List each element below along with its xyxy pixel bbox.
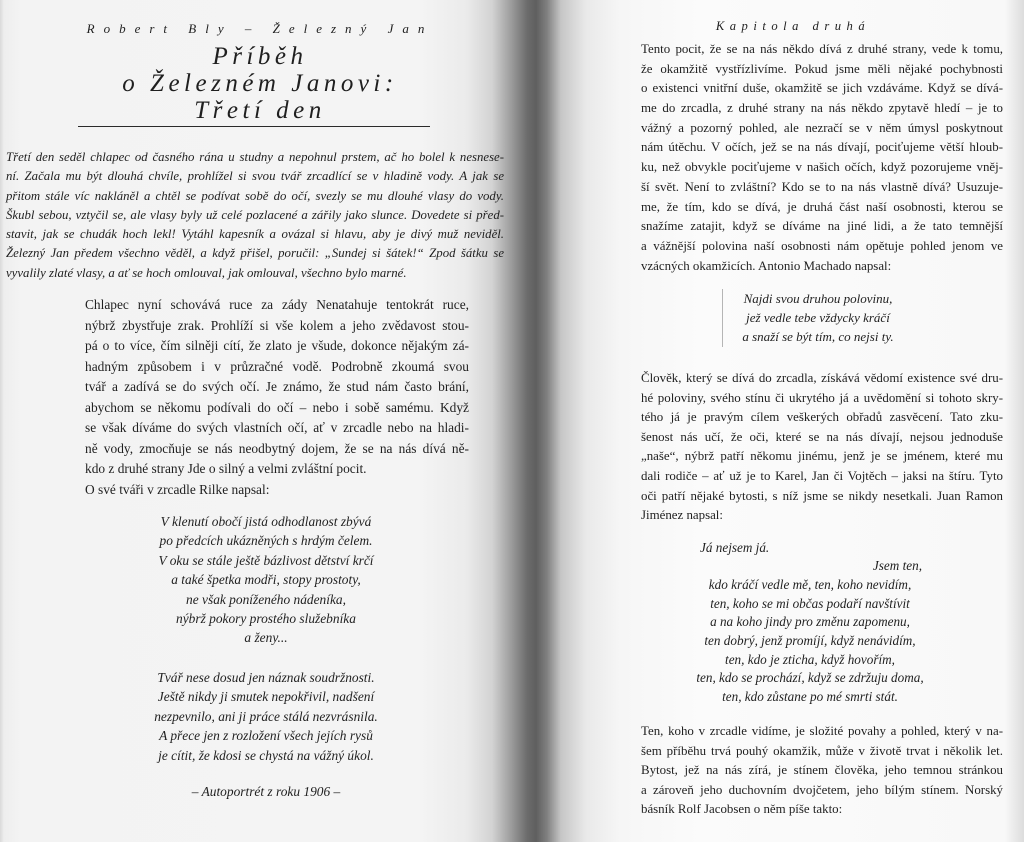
intro-paragraph (6, 148, 504, 283)
poem-line: Já nejsem já. (700, 539, 770, 555)
paragraph-line: vzácných okamžicích. Antonio Machado napsal: (641, 258, 892, 273)
intro-line: Škubl sebou, vztyčil se, ale vlasy byly už celé pozlacené a zářily jako slunce. Dovedete si před- (6, 207, 504, 222)
poem-line: a také špetka modři, stopy prostoty, (171, 572, 361, 588)
running-head (60, 19, 460, 39)
body-paragraph (85, 295, 469, 500)
paragraph-line: básník Rolf Jacobsen o něm píše takto: (641, 802, 843, 816)
poem-line: V klenutí obočí jistá odhodlanost zbývá (160, 514, 372, 529)
quote-line: a snaží se být tím, co nejsi ty. (742, 328, 894, 344)
paragraph-line: tého já je pravým cílem veškerých obřadů zasvěcení. Tato zku- (641, 410, 1003, 425)
quote-line: Najdi svou druhou polovinu, (743, 290, 893, 306)
poem-line: nýbrž pokory prostého služebníka (176, 610, 356, 626)
paragraph-line: Bytost, jež na nás zírá, je stínem člověka, jeho temnou stránkou (641, 763, 1003, 777)
paragraph-line: a vážnější polovina naší osobnosti nám opětuje pohled jenom ve (641, 238, 1003, 253)
poem-line: a na koho jindy pro změnu zapomenu, (710, 614, 910, 630)
body-line: Chlapec nyní schovává ruce za zády Nenatahuje tentokrát ruce, (85, 297, 469, 312)
body-line: se však díváme do svých vlastních očí, ať v zrcadle nebo na hladi- (85, 420, 469, 435)
body-line: tvář a zadívá se do svých očí. Je známo, že stud nám často brání, (85, 379, 469, 394)
poem-line: ten dobrý, jenž promíjí, když nenávidím, (704, 632, 916, 648)
poem-line: Ještě nikdy ji smutek nepokřivil, nadšení (157, 689, 375, 705)
poem-line: nezpevnilo, ani ji práce stálá nezvrásnila. (154, 708, 378, 724)
running-head-text: Kapitola druhá (715, 19, 871, 33)
paragraph-line: Ten, koho v zrcadle vidíme, je složité povahy a pohled, který v na- (641, 724, 1003, 738)
poem-line: kdo kráčí vedle mě, ten, koho nevidím, (708, 576, 912, 592)
paragraph-line: hé poloviny, svého stínu či ukrytého já a uvědomění si tohoto skry- (641, 390, 1003, 405)
paragraph-line: „naše“, nýbrž patří někomu jinému, jenž je se jménem, které mu (641, 449, 1003, 464)
poem-line: ten, koho se mi občas podaří navštívit (710, 595, 910, 611)
poem-line: po předcích ukázněných s hrdým čelem. (159, 533, 373, 549)
paragraph-line: šem příběhu trvá pouhý okamžik, může v životě trvat i několik let. (641, 743, 1003, 758)
poem-line: je cítit, že kdosi se chystá na vážný úkol. (158, 747, 374, 763)
poem-line: ten, kdo je zticha, když hovořím, (725, 651, 895, 667)
poem-line: V oku se stále ještě bázlivost dětství krčí (158, 552, 374, 568)
right-page (512, 0, 1024, 842)
title-line: Třetí den (194, 97, 326, 124)
intro-line: Železný Jan předem všechno věděl, a když přišel, poručil: „Sundej si šátek!“ Zpod šátku se (6, 246, 504, 261)
intro-line: přitom stále víc nakláněl a chtěl se podívat sobě do očí, svezly se mu dlouhé vlasy do vody. (6, 188, 504, 203)
rilke-poem-stanza-2 (116, 668, 416, 765)
paragraph-line: ku, než obvykle pociťujeme v našich očích, když pozorujeme vněj- (641, 160, 1003, 175)
poem-line: Jsem ten, (872, 558, 922, 574)
paragraph-line: že okamžitě vystřízlivíme. Pokud jsme měli nějaké pochybnosti (641, 61, 1003, 76)
poem-line: Tvář nese dosud jen náznak soudržnosti. (157, 670, 375, 685)
running-head (693, 16, 893, 36)
paragraph-line: ší svět. Není to zvláštní? Kdo se to na nás vlastně dívá? Usuzuje- (641, 179, 1003, 194)
title-rule (78, 126, 430, 127)
paragraph-line: me do zrcadla, z druhé strany na nás někdo zpytavě hledí – je to (641, 101, 1003, 116)
poem-line: ten, kdo se prochází, když se zdržuju doma, (696, 670, 924, 686)
poem-source (116, 782, 416, 801)
paragraph-2 (641, 369, 1003, 526)
paragraph-1 (641, 40, 1003, 276)
quote-line: jež vedle tebe vždycky kráčí (746, 309, 890, 325)
poem-line: ten, kdo zůstane po mé smrti stát. (722, 689, 898, 704)
paragraph-line: snažíme zatajit, když se díváme na jiné lidi, a že tato temnější (641, 219, 1003, 234)
poem-source-text: – Autoportrét z roku 1906 – (191, 784, 341, 799)
intro-line: vyvalily zlaté vlasy, a ať se hoch omlouval, jak omlouval, všechno bylo marné. (6, 265, 407, 280)
running-head-text: Robert Bly – Železný Jan (86, 21, 434, 36)
poem-line: a ženy... (244, 630, 288, 646)
paragraph-line: nám útěchu. V očích, jež se na nás dívají, pociťujeme větší hloub- (641, 140, 1003, 155)
poem-line: A přece jen z rozložení všech jejích rysů (159, 728, 373, 744)
paragraph-line: šenost nás učí, že oči, které se na nás dívají, nejsou jednoduše (641, 429, 1003, 444)
body-line: abychom se někomu podívali do očí – nebo i sobě samému. Když (85, 399, 469, 415)
body-line: nýbrž zbystřuje zrak. Prohlíží si vše kolem a jeho zvědavost stou- (85, 317, 469, 333)
intro-line: Třetí den seděl chlapec od časného rána u studny a nepohnul prstem, ač ho bolel k nesnese- (6, 150, 504, 164)
title-line: Příběh (212, 43, 308, 70)
intro-line: ní. Začala mu být dlouhá chvíle, prohlížel si svou tvář zrcadlící se v hladině vody. A jak se (6, 169, 504, 184)
paragraph-line: Tento pocit, že se na nás někdo dívá z druhé strany, vede k tomu, (641, 42, 1003, 56)
jimenez-poem (660, 539, 960, 707)
rilke-poem-stanza-1 (116, 512, 416, 648)
intro-line: stavit, jak se chudák hoch lekl! Vytáhl kapesník a ovázal si hlavu, aby je divý muž neviděl. (6, 227, 504, 242)
body-line: pá o to více, čím silněji cítí, že zlato je všude, dokonce nějakým zá- (85, 338, 469, 353)
paragraph-line: Jiménez napsal: (641, 508, 723, 523)
poem-line: ne však poníženého nádeníka, (186, 591, 346, 607)
paragraph-3 (641, 722, 1003, 820)
paragraph-line: Člověk, který se dívá do zrcadla, získává vědomí existence své dru- (641, 371, 1003, 385)
paragraph-line: a zároveň jeho duchovním dvojčetem, jeho bílým stínem. Norský (641, 782, 1003, 797)
paragraph-line: dali rodiče – ať už je to Karel, Jan či Vojtěch – jaksi na štíru. Tyto (641, 468, 1003, 483)
machado-quote (720, 289, 916, 346)
paragraph-line: vážný a pozorný pohled, ale nezračí se v něm úmysl poskytnout (641, 120, 1003, 135)
body-line: hadným způsobem i v průzračné vodě. Podrobně zkoumá svou (85, 358, 469, 374)
paragraph-line: o existenci vnitřní duše, okamžitě se jich vzdáváme. Když se dívá- (641, 81, 1003, 96)
paragraph-line: me, že tím, kdo se dívá, je druhá část naší osobnosti, kterou se (641, 199, 1003, 214)
chapter-title (60, 43, 460, 124)
body-line: kdo z druhé strany Jde o silný a velmi zvláštní pocit. (85, 461, 367, 476)
title-line: o Železném Janovi: (122, 70, 398, 97)
paragraph-line: oči patří nějaké bytosti, s níž jsme se nikdy nesetkali. Juan Ramon (641, 488, 1003, 503)
body-line: ně vody, zmocňuje se nás neodbytný dojem, že se na nás dívá ně- (85, 440, 469, 456)
body-line: O své tváři v zrcadle Rilke napsal: (85, 481, 270, 497)
